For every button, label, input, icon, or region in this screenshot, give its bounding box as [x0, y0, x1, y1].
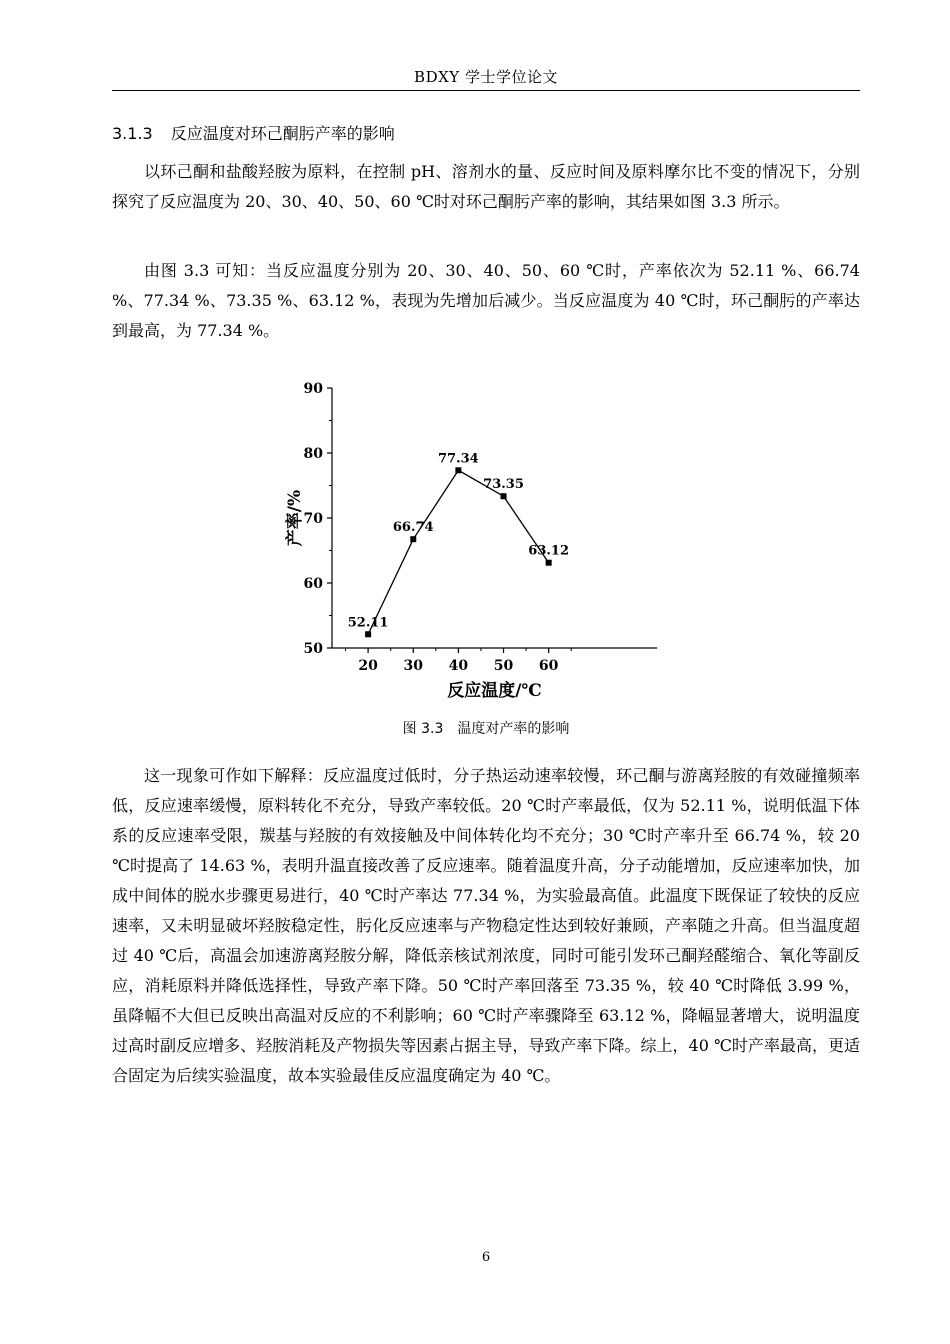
data-point — [410, 536, 416, 542]
data-point — [365, 631, 371, 637]
y-tick-label: 60 — [303, 576, 323, 592]
x-tick-label: 40 — [448, 658, 469, 674]
paragraph-discussion: 这一现象可作如下解释：反应温度过低时，分子热运动速率较慢，环己酮与游离羟胺的有效碰撞频率低，反应速率缓慢，原料转化不充分，导致产率较低。20 ℃时产率最低，仅为 52.11 %，说明低温下体系的反应速率受限，羰基与羟胺的有效接触及中间体转化均不充分；30 ℃时产率升至 66.74 %，较 20 ℃时提高了 14.63 %，表明升温直接改善了反应速率。随着温度升高，分子动能增加，反应速率加快，加成中间体的脱水步骤更易进行，40 ℃时产率达 77.34 %，为实验最高值。此温度下既保证了较快的反应速率，又未明显破坏羟胺稳定性，肟化反应速率与产物稳定性达到较好兼顾，产率随之升高。但当温度超过 40 ℃后，高温会加速游离羟胺分解，降低亲核试剂浓度，同时可能引发环己酮羟醛缩合、氧化等副反应，消耗原料并降低选择性，导致产率下降。50 ℃时产率回落至 73.35 %，较 40 ℃时降低 3.99 %，虽降幅不大但已反映出高温对反应的不利影响；60 ℃时产率骤降至 63.12 %，降幅显著增大，说明温度过高时副反应增多、羟胺消耗及产物损失等因素占据主导，导致产率下降。综上，40 ℃时产率最高，更适合固定为后续实验温度，故本实验最佳反应温度确定为 40 ℃。 — [112, 766, 860, 1085]
y-tick-label: 80 — [303, 446, 323, 462]
line-chart — [270, 370, 680, 710]
data-label: 77.34 — [438, 451, 479, 467]
page-header: BDXY 学士学位论文 — [414, 68, 558, 86]
x-tick-label: 60 — [538, 658, 559, 674]
section-heading — [112, 121, 395, 144]
data-label: 73.35 — [483, 477, 524, 493]
series-line — [368, 470, 549, 634]
section-title: 反应温度对环己酮肟产率的影响 — [170, 124, 395, 143]
header-rule — [112, 90, 860, 91]
x-tick-label: 20 — [358, 658, 378, 674]
data-label: 52.11 — [347, 615, 389, 631]
paragraph-intro: 以环己酮和盐酸羟胺为原料，在控制 pH、溶剂水的量、反应时间及原料摩尔比不变的情况下，分别探究了反应温度为 20、30、40、50、60 ℃时对环己酮肟产率的影响，其结果如图 3.3 所示。 — [112, 162, 860, 211]
x-tick-label: 30 — [403, 658, 423, 674]
data-point — [455, 467, 461, 473]
data-label: 63.12 — [528, 543, 570, 559]
paragraph-results: 由图 3.3 可知：当反应温度分别为 20、30、40、50、60 ℃时，产率依次为 52.11 %、66.74 %、77.34 %、73.35 %、63.12 %，表现为先增加后减少。当反应温度为 40 ℃时，环己酮肟的产率达到最高，为 77.34 %。 — [112, 261, 860, 340]
y-tick-label: 50 — [303, 641, 323, 657]
y-tick-label: 70 — [303, 511, 323, 527]
figure-temperature-yield — [270, 370, 680, 710]
page-number: 6 — [481, 1250, 491, 1265]
figure-caption: 图 3.3 温度对产率的影响 — [402, 721, 570, 737]
y-tick-label: 90 — [303, 381, 323, 397]
y-axis-label: 产率/% — [285, 489, 305, 547]
section-number: 3.1.3 — [112, 124, 153, 143]
x-tick-label: 50 — [493, 658, 514, 674]
data-point — [546, 560, 552, 566]
x-axis-label: 反应温度/℃ — [447, 681, 542, 701]
data-label: 66.74 — [392, 520, 434, 536]
data-point — [501, 493, 507, 499]
